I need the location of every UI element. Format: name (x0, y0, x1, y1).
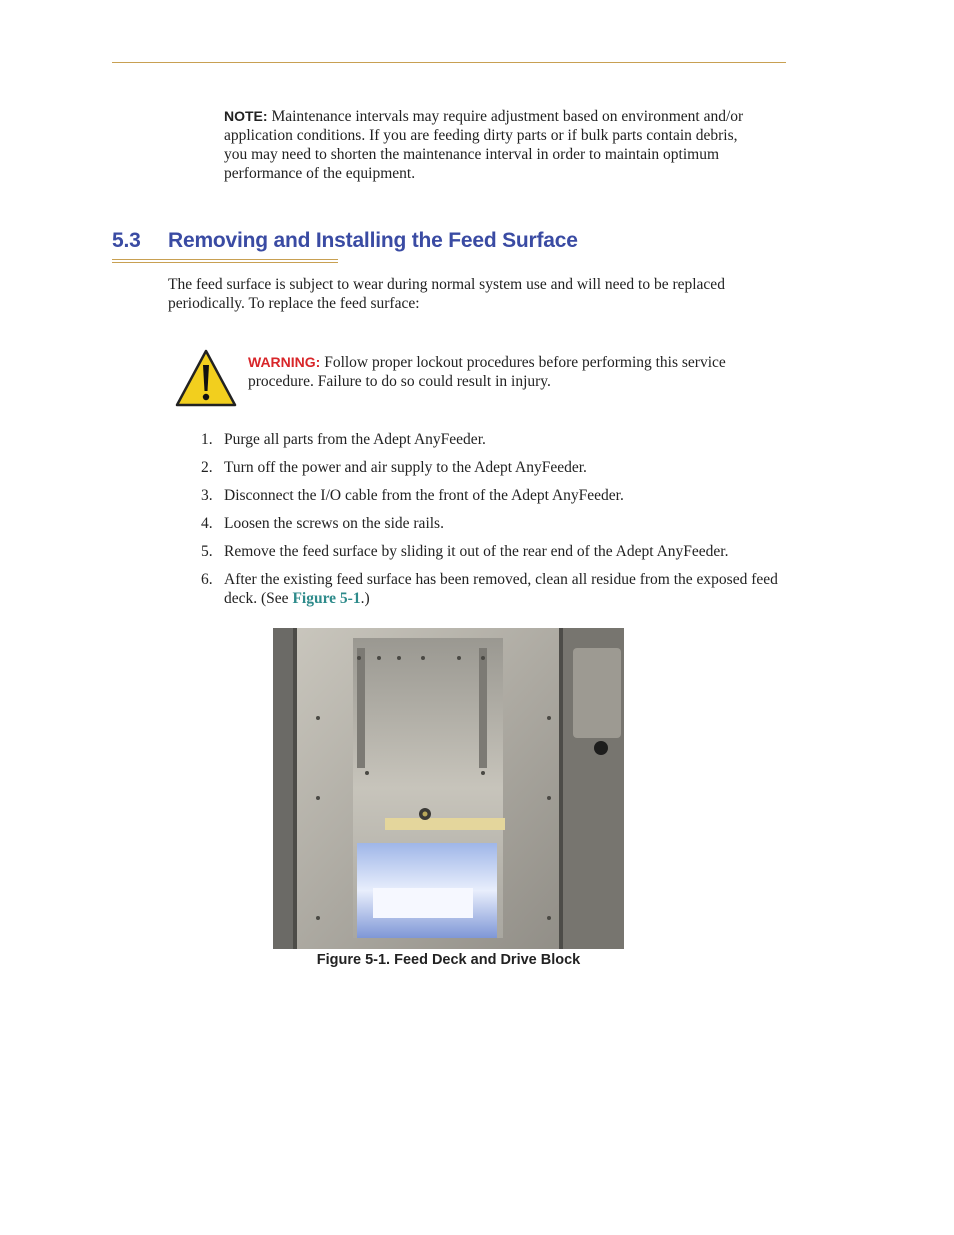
section-title: Removing and Installing the Feed Surface (168, 229, 578, 252)
warning-text (248, 353, 748, 391)
list-item: 6. After the existing feed surface has been removed, clean all residue from the exposed feed deck. (See Figure 5-1.) (201, 571, 778, 607)
list-item: 3. Disconnect the I/O cable from the front of the Adept AnyFeeder. (201, 487, 624, 504)
note-text: Maintenance intervals may require adjustment based on environment and/or application conditions. If you are feeding dirty parts or if bulk parts contain debris, you may need to shorten the maintenance interval in order to maintain optimum performance of the equipment. (224, 108, 744, 182)
note-label: NOTE: (224, 108, 268, 124)
list-item: 4. Loosen the screws on the side rails. (201, 515, 444, 532)
list-item: 2. Turn off the power and air supply to the Adept AnyFeeder. (201, 459, 587, 476)
figure-5-1-link[interactable]: Figure 5-1 (292, 590, 361, 607)
list-item: 5. Remove the feed surface by sliding it out of the rear end of the Adept AnyFeeder. (201, 543, 729, 560)
figure-caption: Figure 5-1. Feed Deck and Drive Block (316, 952, 581, 968)
warning-triangle-icon (175, 349, 237, 407)
maintenance-note (224, 107, 744, 183)
heading-rule (112, 259, 338, 263)
section-number: 5.3 (112, 229, 141, 252)
header-rule (112, 62, 786, 63)
section-heading (112, 229, 578, 253)
intro-paragraph: The feed surface is subject to wear during normal system use and will need to be replaced periodically. To replace the feed surface: (168, 276, 725, 312)
list-item: 1. Purge all parts from the Adept AnyFeeder. (201, 431, 486, 448)
feed-deck-photo (273, 628, 624, 949)
warning-body: Follow proper lockout procedures before performing this service procedure. Failure to do so could result in injury. (248, 354, 726, 390)
warning-label: WARNING: (248, 354, 321, 370)
procedure-steps (168, 430, 798, 617)
